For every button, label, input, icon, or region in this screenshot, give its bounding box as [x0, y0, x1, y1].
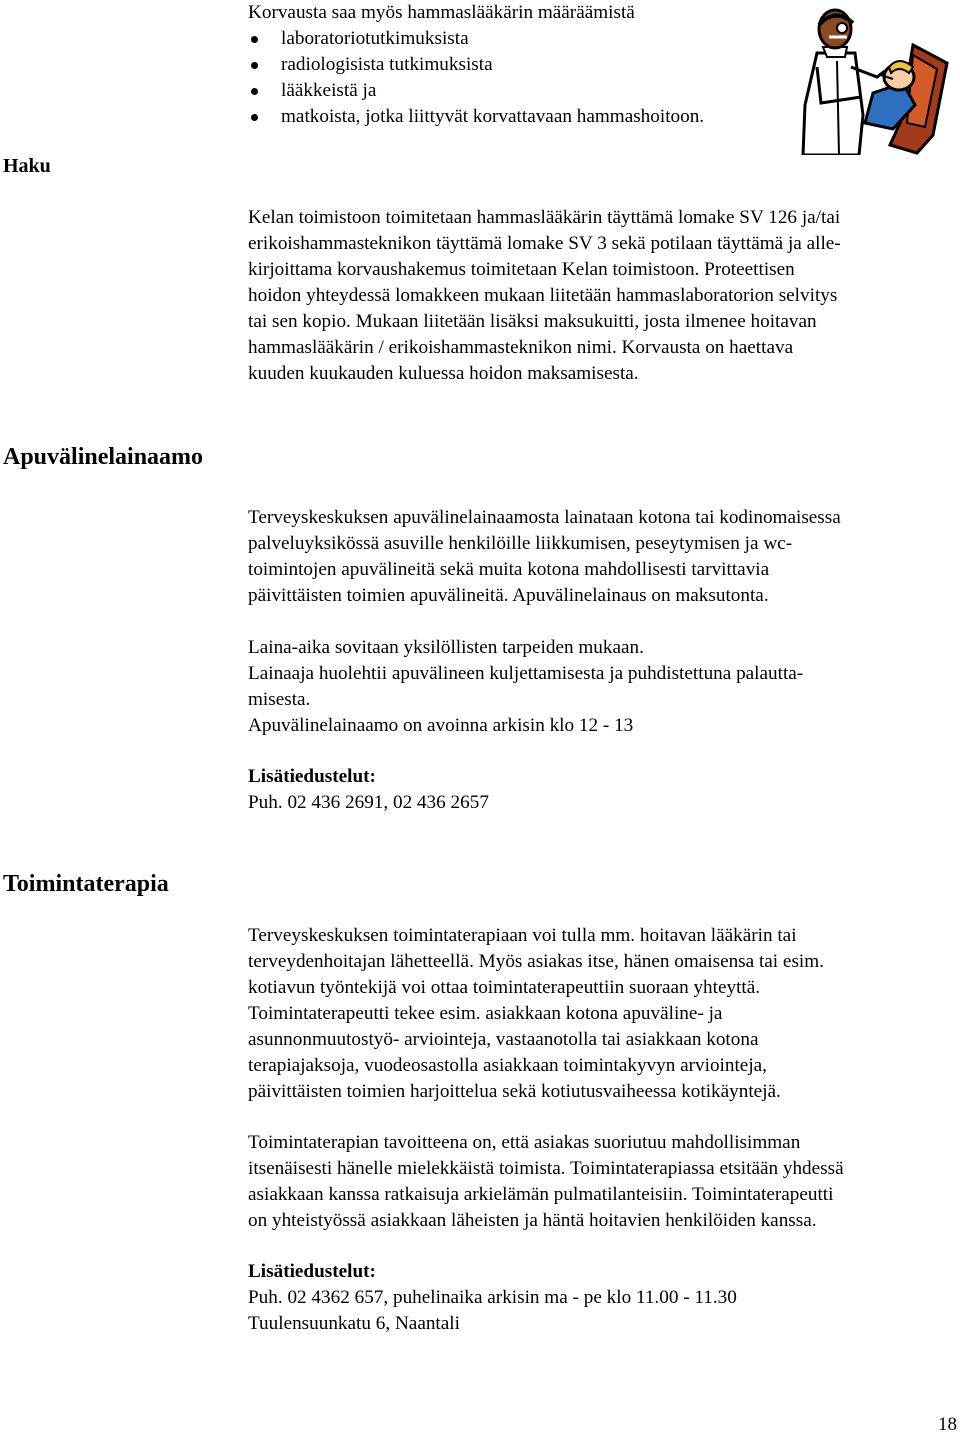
text-line: tai sen kopio. Mukaan liitetään lisäksi maksukuitti, josta ilmenee hoitavan [248, 311, 817, 332]
intro-bullet-list [248, 26, 704, 130]
text-line: misesta. [248, 689, 311, 710]
apuvaline-paragraph-1 [248, 505, 841, 609]
haku-paragraph [248, 205, 841, 387]
text-line: kirjoittama korvaushakemus toimitetaan Kelan toimistoon. Proteettisen [248, 259, 795, 280]
text-line: Apuvälinelainaamo on avoinna arkisin klo 12 - 13 [248, 715, 634, 736]
toimintaterapia-contact [248, 1259, 737, 1337]
bullet-icon [251, 36, 258, 43]
text-line: Toimintaterapian tavoitteena on, että asiakas suoriutuu mahdollisimman [248, 1132, 801, 1153]
text-line: terapiajaksoja, vuodeosastolla asiakkaan toimintakyvyn arviointeja, [248, 1055, 767, 1076]
toimintaterapia-paragraph-1 [248, 923, 824, 1105]
section-heading-haku: Haku [3, 155, 51, 177]
info-label: Lisätiedustelut: [248, 1261, 376, 1282]
list-item: matkoista, jotka liittyvät korvattavaan hammashoitoon. [248, 104, 704, 130]
text-line: palveluyksikössä asuville henkilöille liikkumisen, peseytymisen ja wc- [248, 533, 793, 554]
phone-number: Puh. 02 436 2691, 02 436 2657 [248, 792, 489, 813]
bullet-icon [251, 88, 258, 95]
list-item: radiologisista tutkimuksista [248, 52, 704, 78]
text-line: Toimintaterapeutti tekee esim. asiakkaan kotona apuväline- ja [248, 1003, 723, 1024]
text-line: on yhteistyössä asiakkaan läheisten ja häntä hoitavien henkilöiden kanssa. [248, 1210, 817, 1231]
text-line: Terveyskeskuksen apuvälinelainaamosta lainataan kotona tai kodinomaisessa [248, 507, 841, 528]
section-heading-toimintaterapia: Toimintaterapia [3, 871, 169, 897]
apuvaline-contact [248, 764, 489, 816]
info-label: Lisätiedustelut: [248, 766, 376, 787]
text-line: terveydenhoitajan lähetteellä. Myös asiakas itse, hänen omaisensa tai esim. [248, 951, 824, 972]
page-number: 18 [938, 1414, 957, 1435]
text-line: kuuden kuukauden kuluessa hoidon maksamisesta. [248, 363, 639, 384]
text-line: erikoishammasteknikon täyttämä lomake SV 3 sekä potilaan täyttämä ja alle- [248, 233, 841, 254]
address: Tuulensuunkatu 6, Naantali [248, 1313, 460, 1334]
intro-section [248, 0, 704, 130]
list-item: lääkkeistä ja [248, 78, 704, 104]
text-line: asunnonmuutostyö- arviointeja, vastaanotolla tai asiakkaan kotona [248, 1029, 759, 1050]
text-line: Laina-aika sovitaan yksilöllisten tarpeiden mukaan. [248, 637, 644, 658]
text-line: Kelan toimistoon toimitetaan hammaslääkärin täyttämä lomake SV 126 ja/tai [248, 207, 841, 228]
text-line: päivittäisten toimien apuvälineitä. Apuvälinelainaus on maksutonta. [248, 585, 769, 606]
text-line: Lainaaja huolehtii apuvälineen kuljettamisesta ja puhdistettuna palautta- [248, 663, 804, 684]
text-line: päivittäisten toimien harjoittelua sekä kotiutusvaiheessa kotikäyntejä. [248, 1081, 781, 1102]
toimintaterapia-paragraph-2 [248, 1130, 844, 1234]
text-line: hammaslääkärin / erikoishammasteknikon nimi. Korvausta on haettava [248, 337, 794, 358]
list-item: laboratoriotutkimuksista [248, 26, 704, 52]
text-line: hoidon yhteydessä lomakkeen mukaan liitetään hammaslaboratorion selvitys [248, 285, 838, 306]
text-line: itsenäisesti hänelle mielekkäistä toimista. Toimintaterapiassa etsitään yhdessä [248, 1158, 844, 1179]
dentist-treating-patient-icon [795, 5, 955, 155]
text-line: toimintojen apuvälineitä sekä muita kotona mahdollisesti tarvittavia [248, 559, 770, 580]
phone-number: Puh. 02 4362 657, puhelinaika arkisin ma - pe klo 11.00 - 11.30 [248, 1287, 737, 1308]
text-line: Terveyskeskuksen toimintaterapiaan voi tulla mm. hoitavan lääkärin tai [248, 925, 797, 946]
bullet-icon [251, 62, 258, 69]
text-line: asiakkaan kanssa ratkaisuja arkielämän pulmatilanteisiin. Toimintaterapeutti [248, 1184, 834, 1205]
apuvaline-paragraph-2 [248, 635, 803, 739]
intro-lead: Korvausta saa myös hammaslääkärin määräämistä [248, 2, 635, 23]
text-line: kotiavun työntekijä voi ottaa toimintaterapeuttiin suoraan yhteyttä. [248, 977, 761, 998]
section-heading-apuvalinelainaamo: Apuvälinelainaamo [3, 444, 204, 470]
bullet-icon [251, 114, 258, 121]
